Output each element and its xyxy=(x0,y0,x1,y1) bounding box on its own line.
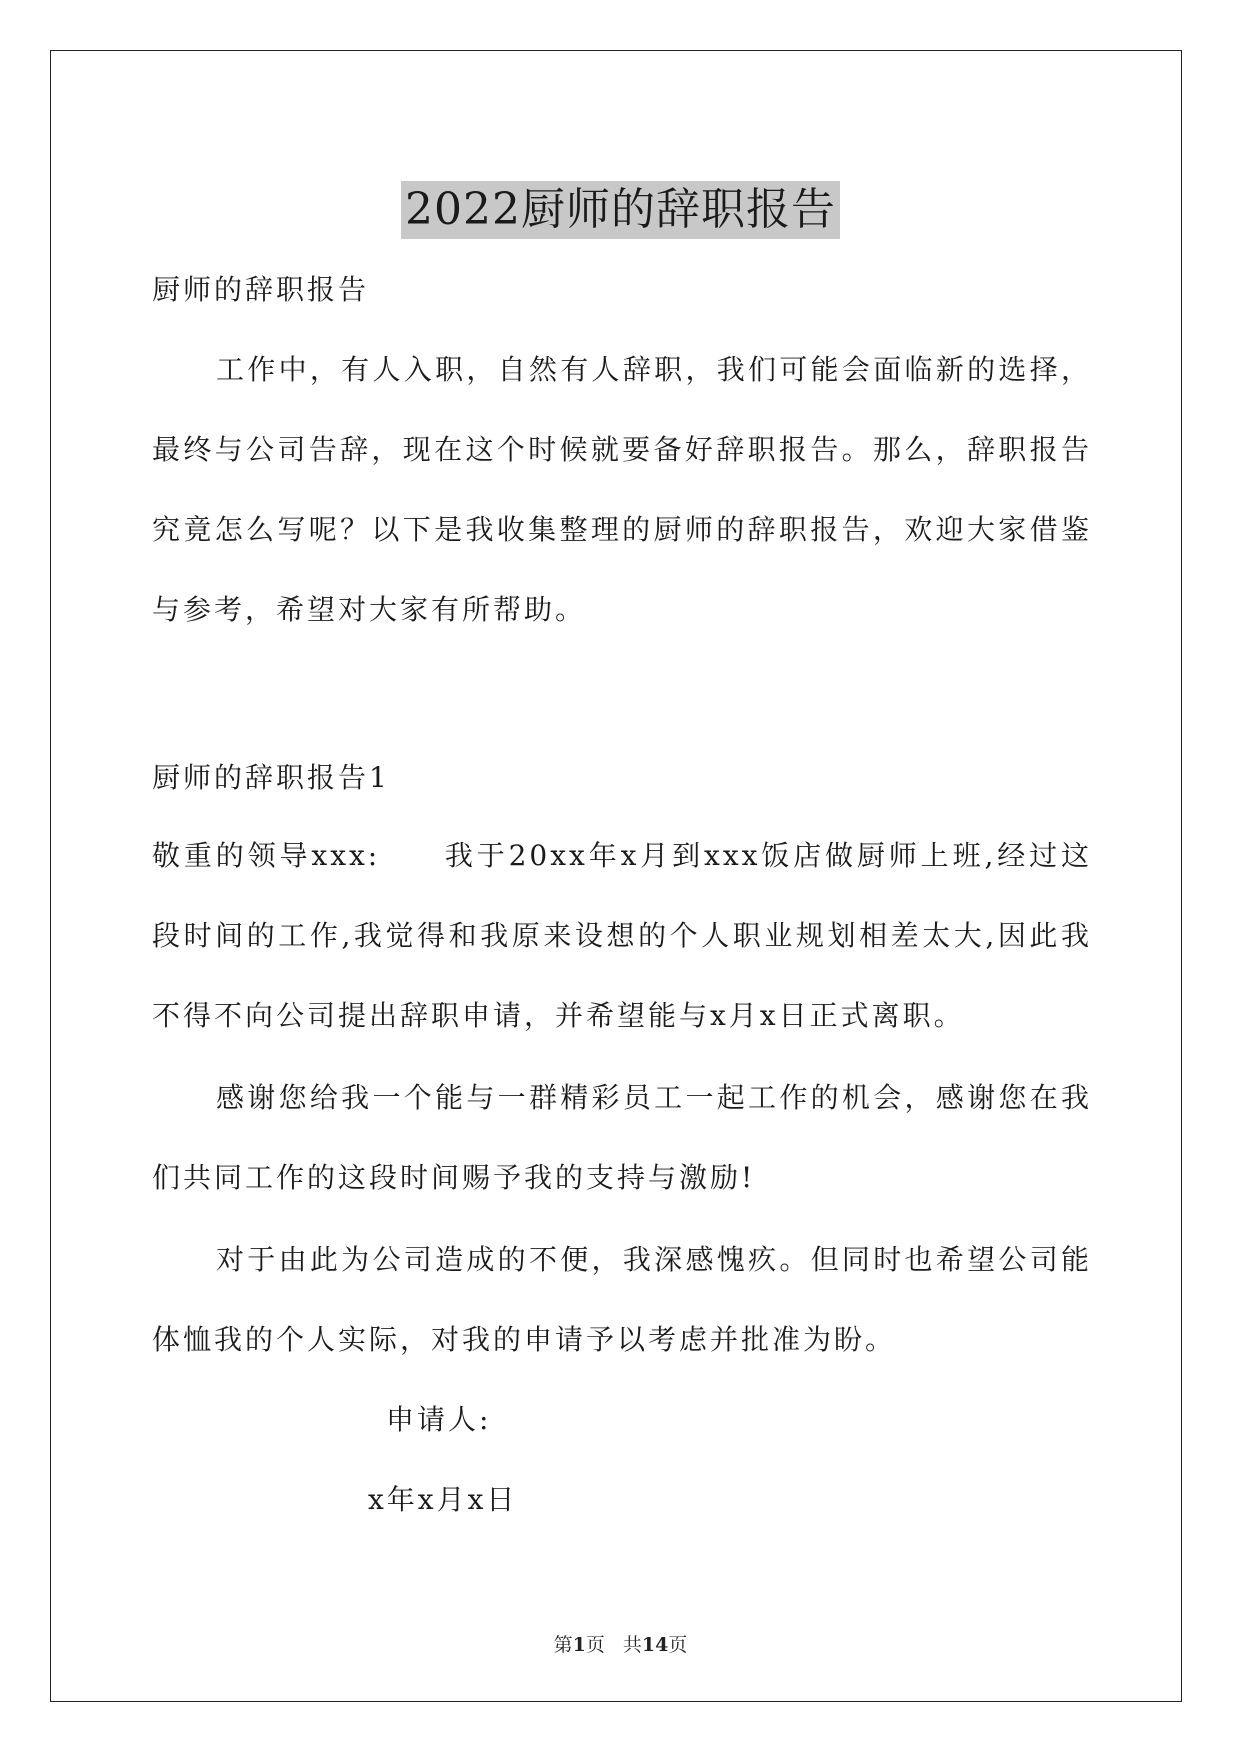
apology-paragraph: 对于由此为公司造成的不便，我深感愧疚。但同时也希望公司能体恤我的个人实际，对我的申请予以考虑并批准为盼。 xyxy=(152,1243,1092,1356)
thanks-paragraph: 感谢您给我一个能与一群精彩员工一起工作的机会，感谢您在我们共同工作的这段时间赐予我的支持与激励! xyxy=(152,1081,1092,1194)
date-line: x年x月x日 xyxy=(368,1483,518,1516)
document-subtitle: 厨师的辞职报告 xyxy=(152,273,370,306)
intro-paragraph: 工作中，有人入职，自然有人辞职，我们可能会面临新的选择，最终与公司告辞，现在这个时候就要备好辞职报告。那么，辞职报告究竟怎么写呢？以下是我收集整理的厨师的辞职报告，欢迎大家借鉴与参考，希望对大家有所帮助。 xyxy=(152,353,1092,626)
footer-total-prefix: 共 xyxy=(622,1634,642,1656)
footer-page-suffix: 页 xyxy=(585,1634,605,1656)
footer-page-total: 14 xyxy=(641,1634,669,1656)
salutation-paragraph: 敬重的领导xxx: 我于20xx年x月到xxx饭店做厨师上班,经过这段时间的工作,我觉得和我原来设想的个人职业规划相差太大,因此我不得不向公司提出辞职申请，并希望能与x月x日正式离职。 xyxy=(152,839,1092,1032)
section-heading: 厨师的辞职报告1 xyxy=(152,761,390,794)
footer-total-suffix: 页 xyxy=(668,1634,688,1656)
page-footer xyxy=(0,1632,1241,1658)
title-container xyxy=(0,152,1241,269)
applicant-label: 申请人: xyxy=(386,1403,492,1436)
footer-page-prefix: 第 xyxy=(553,1634,573,1656)
document-title: 2022厨师的辞职报告 xyxy=(401,181,840,239)
footer-page-current: 1 xyxy=(572,1634,586,1656)
